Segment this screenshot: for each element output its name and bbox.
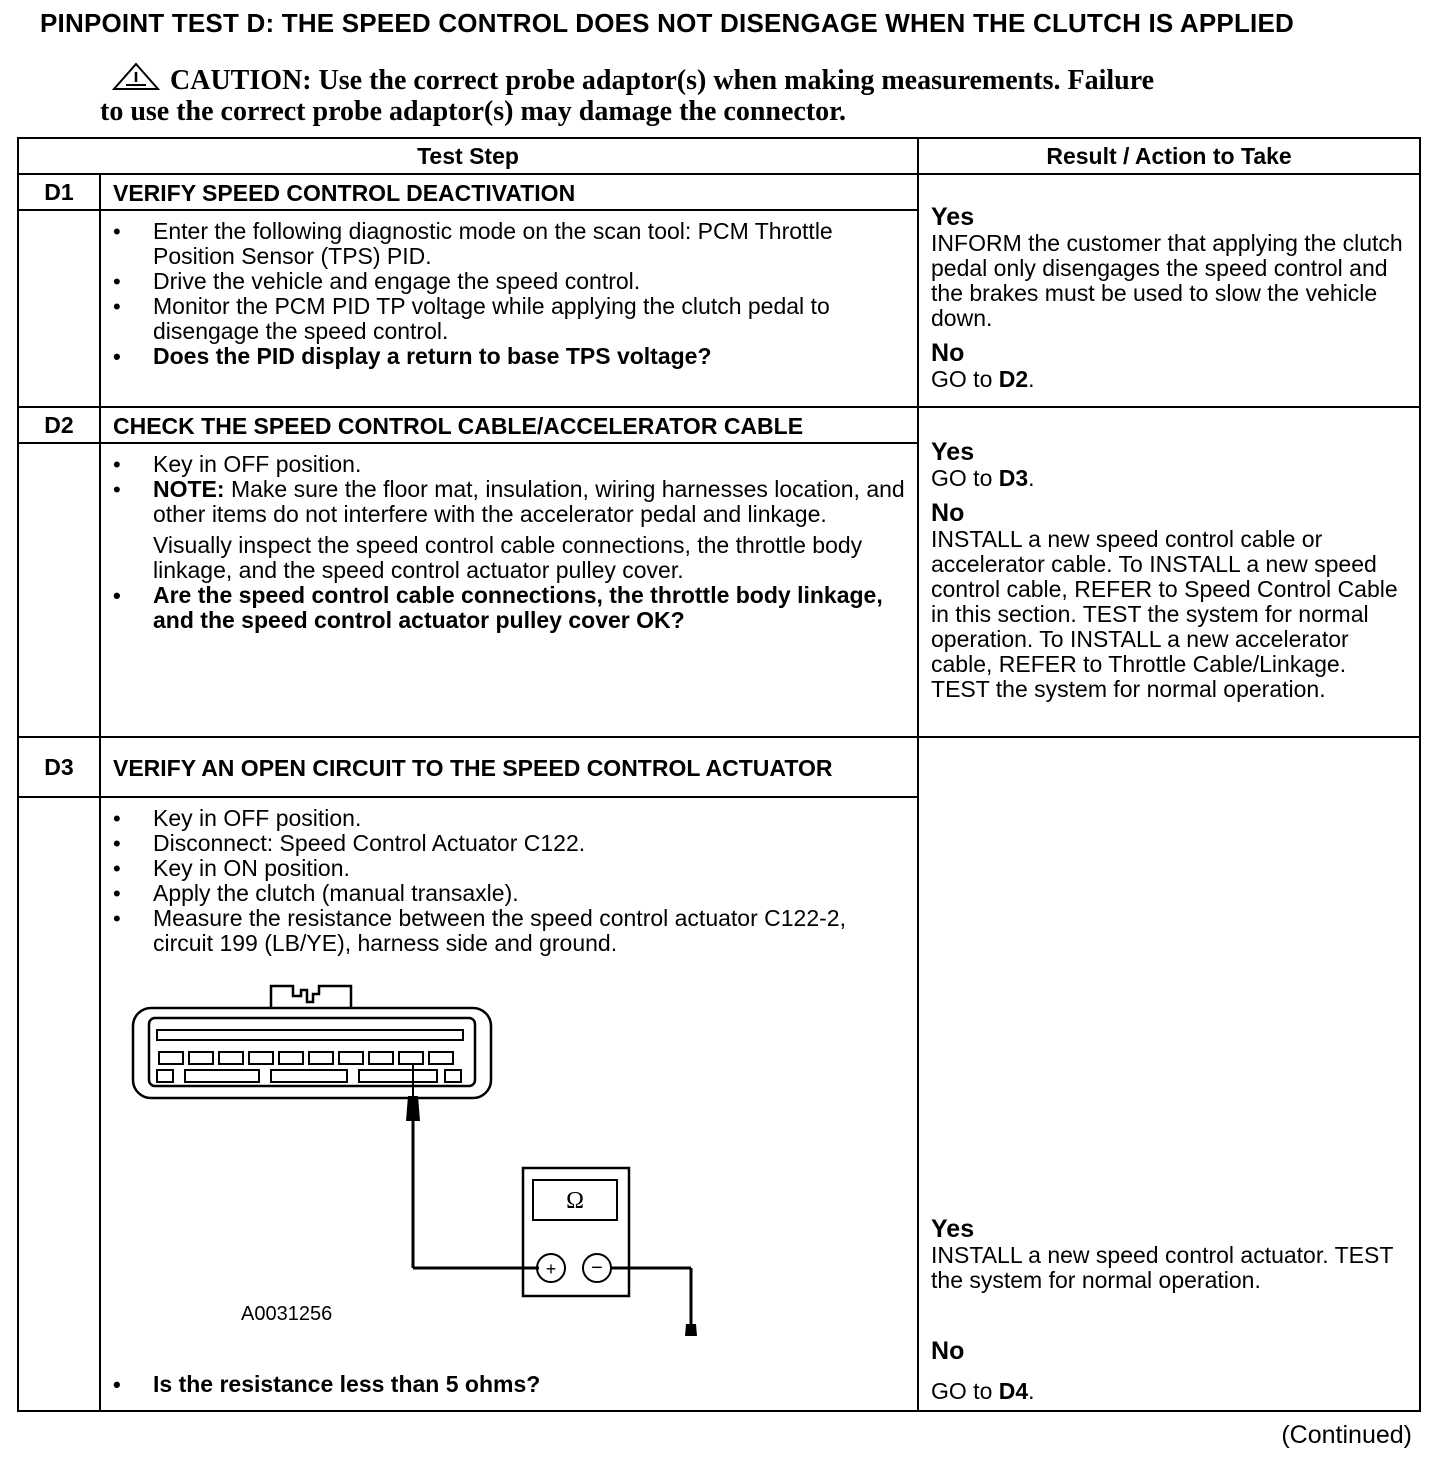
ohm-symbol: Ω [566, 1188, 584, 1214]
step-id: D1 [18, 174, 100, 210]
no-label: No [931, 339, 965, 367]
yes-action: GO to D3. [931, 465, 1035, 491]
column-header-result: Result / Action to Take [918, 138, 1420, 174]
step-result [918, 737, 1420, 1411]
page-title: PINPOINT TEST D: THE SPEED CONTROL DOES NOT DISENGAGE WHEN THE CLUTCH IS APPLIED [40, 8, 1294, 38]
continued-label: (Continued) [1281, 1421, 1412, 1449]
list-item: Visually inspect the speed control cable connections, the throttle body linkage, and the speed control actuator pulley cover. [153, 532, 863, 583]
caution-line-1: CAUTION: Use the correct probe adaptor(s) when making measurements. Failure [170, 65, 1155, 96]
yes-label: Yes [931, 203, 975, 231]
step-heading: VERIFY SPEED CONTROL DEACTIVATION [100, 174, 918, 210]
step-question: • Is the resistance less than 5 ohms? [111, 1372, 907, 1397]
caution-line-2: to use the correct probe adaptor(s) may damage the connector. [100, 96, 847, 127]
step-body [100, 210, 918, 407]
probe-tip-connector [406, 1096, 420, 1121]
step-body [100, 797, 918, 1411]
step-result [918, 174, 1420, 407]
step-id: D3 [18, 737, 100, 797]
diagram-svg [121, 956, 761, 1336]
caution-note [100, 62, 1340, 127]
column-header-test-step: Test Step [18, 138, 918, 174]
yes-label: Yes [931, 1215, 975, 1243]
step-body [100, 443, 918, 737]
list-item: • Measure the resistance between the speed control actuator C122-2, circuit 199 (LB/YE), harness side and ground. [111, 906, 907, 956]
pinpoint-test-table [17, 137, 1421, 1412]
probe-tip-ground [684, 1324, 698, 1336]
list-item: • Drive the vehicle and engage the speed control. [111, 269, 907, 294]
list-item: • Key in OFF position. [111, 806, 907, 831]
yes-action: INSTALL a new speed control actuator. TEST the system for normal operation. [931, 1242, 1393, 1293]
step-question: • Does the PID display a return to base TPS voltage? [111, 344, 907, 369]
step-id: D2 [18, 407, 100, 443]
list-item: • NOTE: Make sure the floor mat, insulation, wiring harnesses location, and other items do not interfere with the accelerator pedal and linkage. [111, 477, 907, 527]
step-heading: VERIFY AN OPEN CIRCUIT TO THE SPEED CONTROL ACTUATOR [100, 737, 918, 797]
step-heading: CHECK THE SPEED CONTROL CABLE/ACCELERATOR CABLE [100, 407, 918, 443]
no-action: GO to D4. [931, 1378, 1035, 1404]
list-item: • Apply the clutch (manual transaxle). [111, 881, 907, 906]
minus-sign: − [591, 1257, 603, 1279]
step-result [918, 407, 1420, 737]
list-item: • Monitor the PCM PID TP voltage while applying the clutch pedal to disengage the speed control. [111, 294, 907, 344]
connector-measurement-diagram [121, 956, 761, 1376]
no-action: GO to D2. [931, 366, 1035, 392]
no-label: No [931, 499, 965, 527]
list-item: • Key in ON position. [111, 856, 907, 881]
no-action: INSTALL a new speed control cable or accelerator cable. To INSTALL a new speed control cable, REFER to Speed Control Cable in this section. TEST the system for normal operation. To INSTALL a new accelerator cable, REFER to Throttle Cable/Linkage. TEST the system for normal operation. [931, 526, 1398, 702]
no-label: No [931, 1337, 965, 1365]
list-item: • Disconnect: Speed Control Actuator C122. [111, 831, 907, 856]
list-item: • Key in OFF position. [111, 452, 907, 477]
list-item: • Enter the following diagnostic mode on the scan tool: PCM Throttle Position Sensor (TPS) PID. [111, 219, 907, 269]
figure-id: A0031256 [241, 1303, 333, 1325]
connector-latch [271, 986, 351, 1008]
yes-action: INFORM the customer that applying the clutch pedal only disengages the speed control and the brakes must be used to slow the vehicle down. [931, 230, 1403, 331]
yes-label: Yes [931, 438, 975, 466]
step-question: • Are the speed control cable connections, the throttle body linkage, and the speed control actuator pulley cover OK? [111, 583, 907, 633]
plus-sign: + [545, 1259, 557, 1279]
warning-triangle-icon [112, 62, 160, 92]
